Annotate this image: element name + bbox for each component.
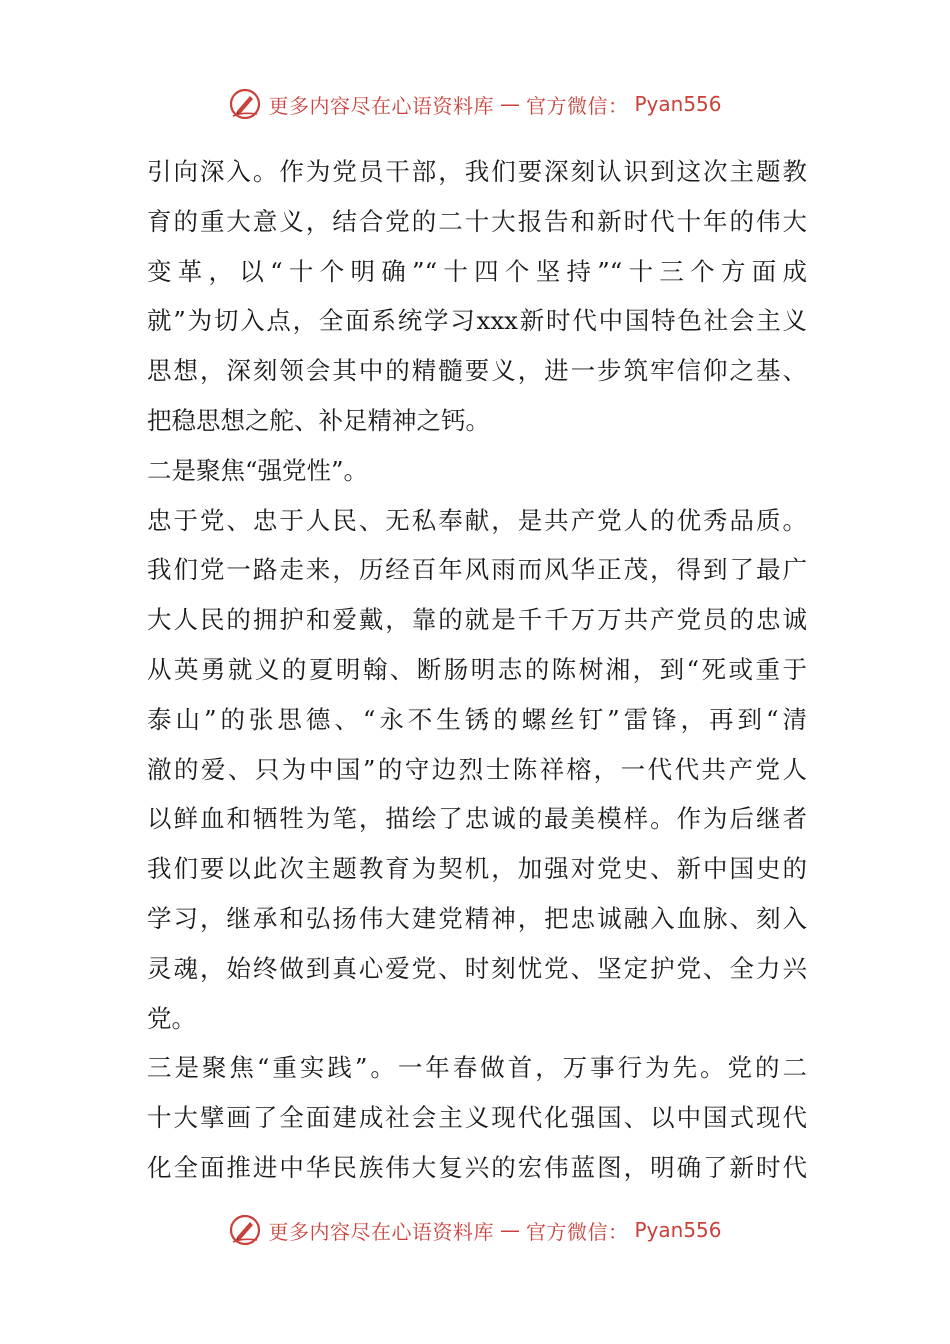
text-line: 育的重大意义，结合党的二十大报告和新时代十年的伟大 [147, 206, 807, 236]
text-line: 从英勇就义的夏明翰、断肠明志的陈树湘，到“死或重于 [147, 654, 807, 684]
text-line: 我们要以此次主题教育为契机，加强对党史、新中国史的 [147, 854, 807, 884]
text-line: 思想，深刻领会其中的精髓要义，进一步筑牢信仰之基、 [147, 356, 807, 386]
text-line: 学习，继承和弘扬伟大建党精神，把忠诚融入血脉、刻入 [147, 903, 807, 933]
pen-circle-logo-icon [228, 1213, 262, 1247]
watermark-separator: — [499, 1218, 520, 1242]
text-line: 二是聚焦“强党性”。 [147, 455, 369, 485]
text-line: 党。 [147, 1003, 196, 1033]
watermark-label: 官方微信： [525, 1219, 629, 1244]
watermark-separator: — [499, 92, 520, 116]
watermark-text: 更多内容尽在心语资料库 [268, 93, 494, 118]
watermark-brand: Pyan556 [634, 92, 722, 116]
text-line: 化全面推进中华民族伟大复兴的宏伟蓝图，明确了新时代 [147, 1152, 807, 1182]
text-line: 以鲜血和牺牲为笔，描绘了忠诚的最美模样。作为后继者 [147, 804, 807, 834]
watermark-text: 更多内容尽在心语资料库 [268, 1219, 494, 1244]
watermark-brand: Pyan556 [634, 1218, 722, 1242]
text-line: 变革，以“十个明确”“十四个坚持”“十三个方面成 [147, 256, 807, 286]
watermark-label: 官方微信： [525, 93, 629, 118]
text-line: 十大擘画了全面建成社会主义现代化强国、以中国式现代 [147, 1103, 807, 1133]
text-line: 就”为切入点，全面系统学习xxx新时代中国特色社会主义 [147, 306, 807, 336]
pen-circle-logo-icon [228, 87, 262, 121]
text-line: 我们党一路走来，历经百年风雨而风华正茂，得到了最广 [147, 555, 807, 585]
text-line: 大人民的拥护和爱戴，靠的就是千千万万共产党员的忠诚 [147, 605, 807, 635]
text-line: 忠于党、忠于人民、无私奉献，是共产党人的优秀品质。 [147, 505, 807, 535]
text-line: 三是聚焦“重实践”。一年春做首，万事行为先。党的二 [147, 1053, 807, 1083]
text-line: 把稳思想之舵、补足精神之钙。 [147, 405, 490, 435]
text-line: 泰山”的张思德、“永不生锈的螺丝钉”雷锋，再到“清 [147, 704, 807, 734]
document-body [147, 147, 807, 1193]
footer-watermark [0, 1210, 950, 1250]
header-watermark [0, 84, 950, 124]
text-line: 灵魂，始终做到真心爱党、时刻忧党、坚定护党、全力兴 [147, 953, 807, 983]
text-line: 引向深入。作为党员干部，我们要深刻认识到这次主题教 [147, 157, 807, 186]
text-line: 澈的爱、只为中国”的守边烈士陈祥榕，一代代共产党人 [147, 754, 807, 784]
